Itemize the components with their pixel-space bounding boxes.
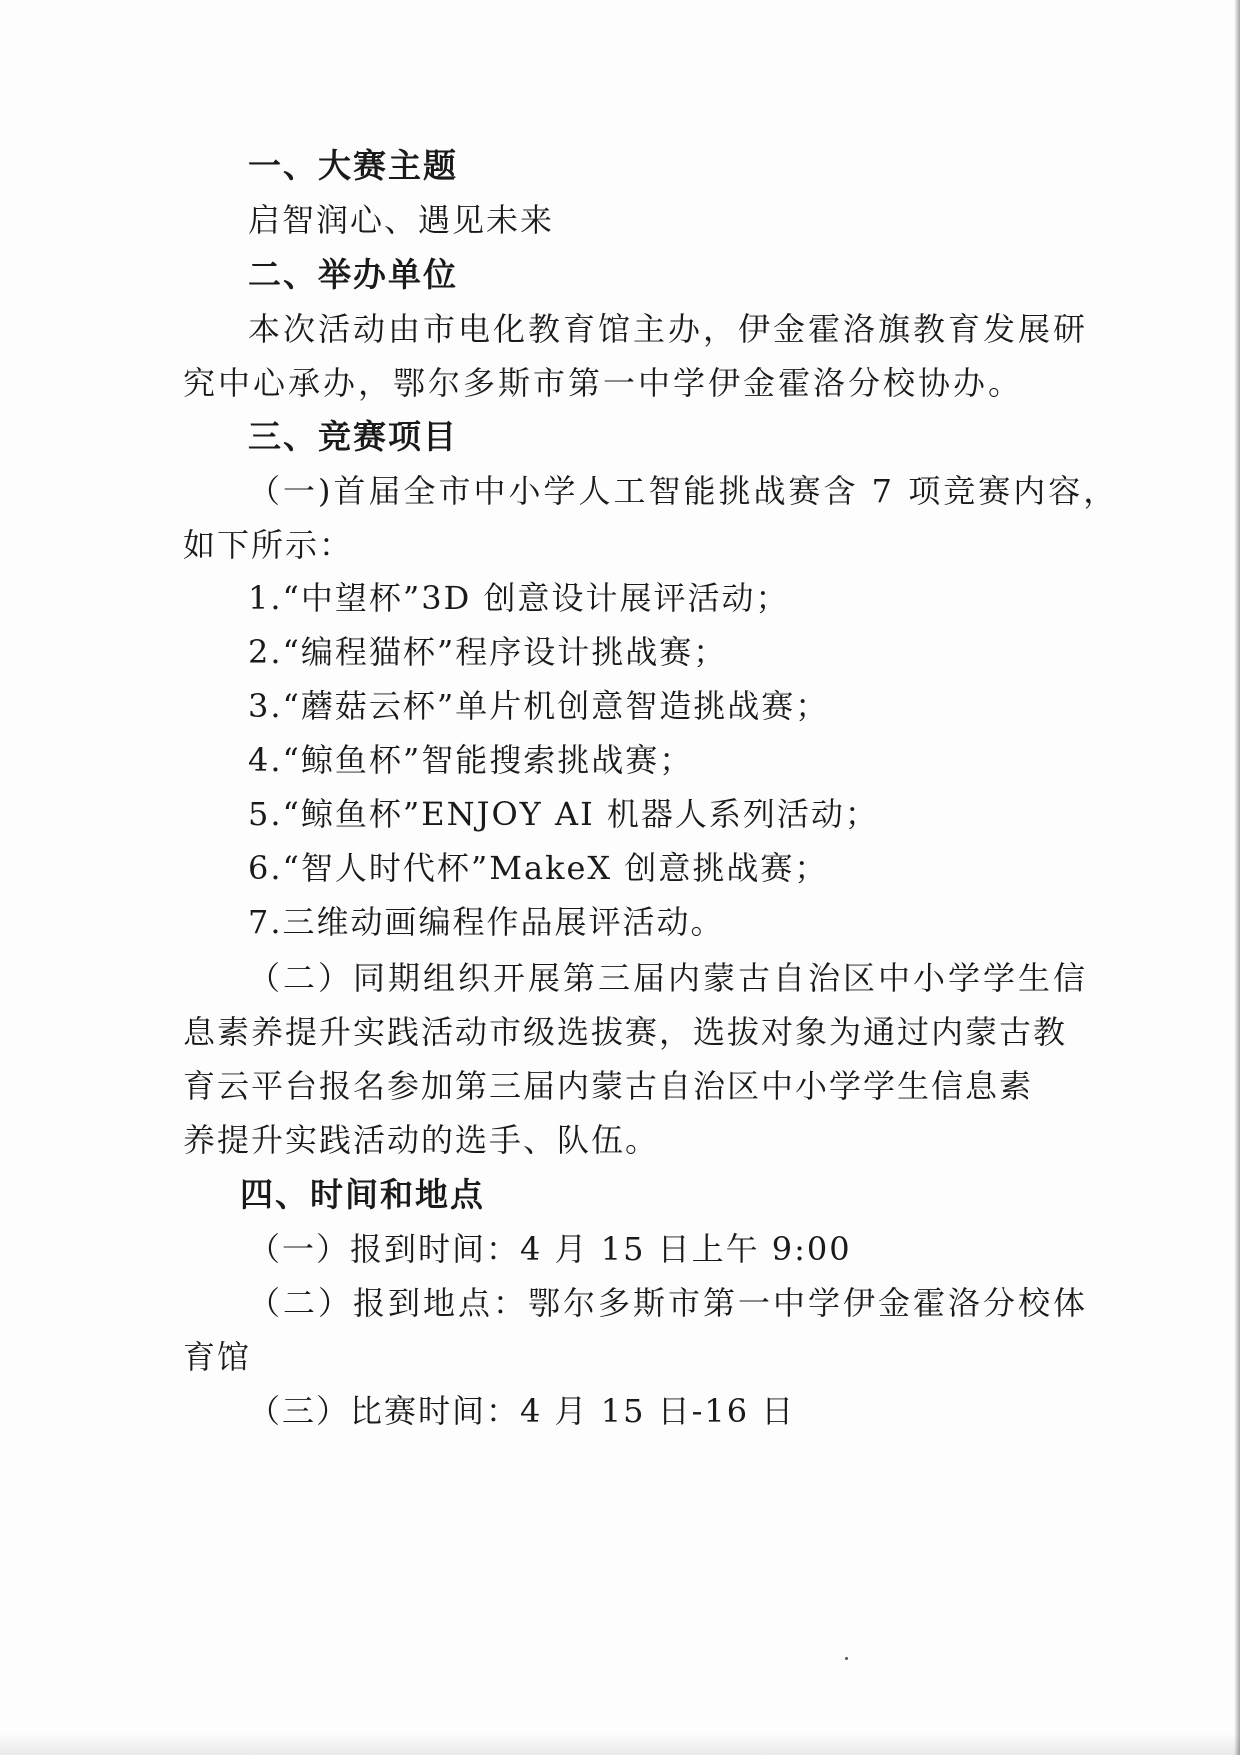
page-bottom-shadow (0, 1733, 1240, 1755)
paragraph-line: 育馆 (183, 1338, 252, 1376)
list-item: 6.“智人时代杯”MakeX 创意挑战赛； (248, 849, 829, 887)
paragraph-line: 息素养提升实践活动市级选拔赛，选拔对象为通过内蒙古教 (183, 1013, 1068, 1051)
section-heading-time-place: 四、时间和地点 (240, 1175, 485, 1214)
section-heading-theme: 一、大赛主题 (248, 146, 458, 185)
list-item: 7.三维动画编程作品展评活动。 (248, 903, 725, 941)
paragraph-line: 究中心承办，鄂尔多斯市第一中学伊金霍洛分校协办。 (183, 364, 1024, 402)
scan-speck (845, 1657, 848, 1660)
list-item: 5.“鲸鱼杯”ENJOY AI 机器人系列活动； (248, 795, 879, 833)
paragraph-line: （一）报到时间：4 月 15 日上午 9:00 (248, 1230, 852, 1268)
list-item: 4.“鲸鱼杯”智能搜索挑战赛； (248, 741, 694, 779)
paragraph-line: 养提升实践活动的选手、队伍。 (183, 1121, 660, 1159)
page-edge-shadow (1234, 0, 1240, 1755)
section-heading-events: 三、竞赛项目 (248, 417, 458, 456)
list-item: 3.“蘑菇云杯”单片机创意智造挑战赛； (248, 687, 830, 725)
paragraph-line: （二）同期组织开展第三届内蒙古自治区中小学学生信 (248, 959, 1089, 997)
paragraph-line: 启智润心、遇见未来 (248, 201, 555, 239)
list-item: 2.“编程猫杯”程序设计挑战赛； (248, 633, 728, 671)
list-item: 1.“中望杯”3D 创意设计展评活动； (248, 579, 790, 617)
paragraph-line: 育云平台报名参加第三届内蒙古自治区中小学学生信息素 (183, 1067, 1034, 1105)
paragraph-line: （一)首届全市中小学人工智能挑战赛含 7 项竞赛内容， (248, 472, 1119, 510)
paragraph-line: （二）报到地点：鄂尔多斯市第一中学伊金霍洛分校体 (248, 1284, 1089, 1322)
section-heading-organizers: 二、举办单位 (248, 255, 458, 294)
paragraph-line: （三）比赛时间：4 月 15 日-16 日 (248, 1392, 796, 1430)
paragraph-line: 本次活动由市电化教育馆主办，伊金霍洛旗教育发展研 (248, 310, 1089, 348)
paragraph-line: 如下所示： (183, 526, 354, 564)
